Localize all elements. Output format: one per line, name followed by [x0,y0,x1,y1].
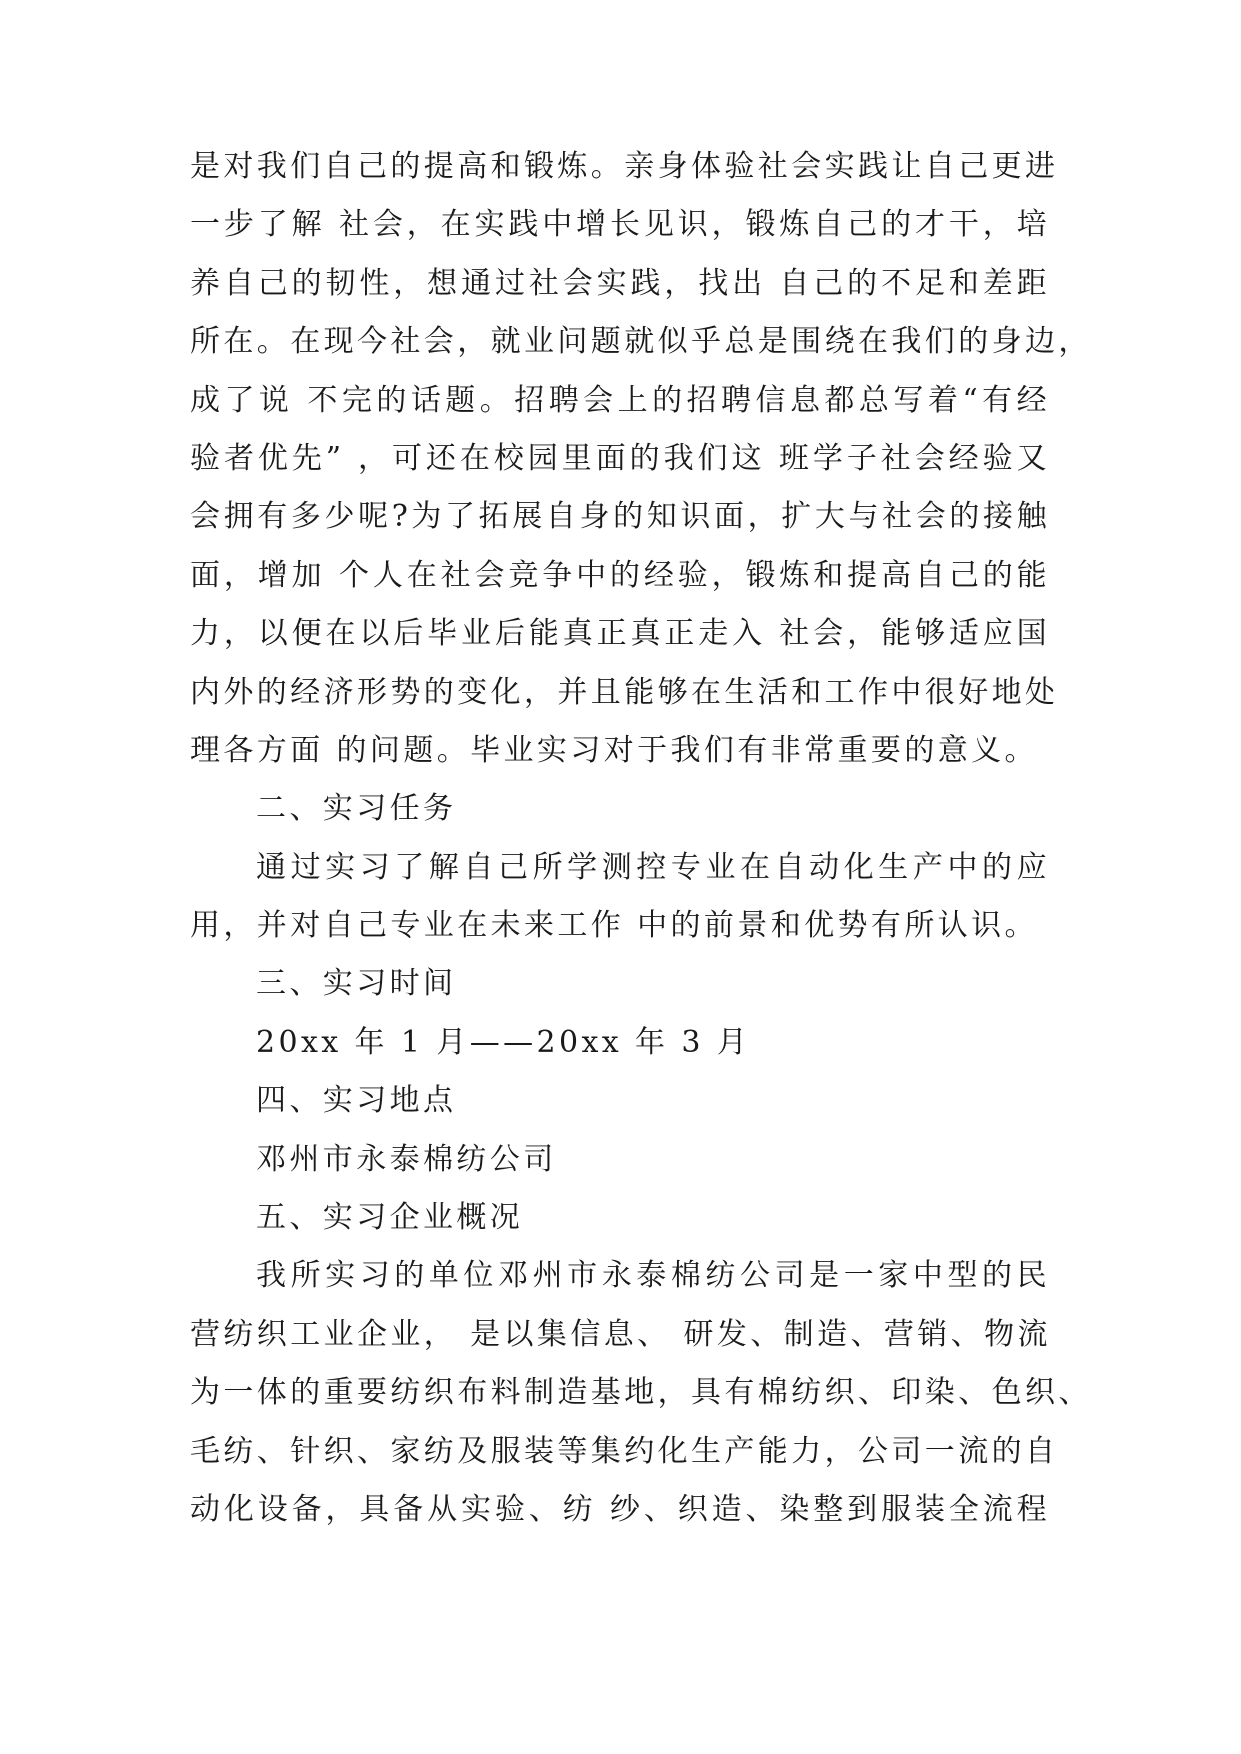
paragraph-line: 是对我们自己的提高和锻炼。亲身体验社会实践让自己更进 [190,149,1059,184]
paragraph-line: 为一体的重要纺织布料制造基地，具有棉纺织、印染、色织、 [190,1375,1092,1411]
paragraph-line: 力，以便在以后毕业后能真正真正走入 社会，能够适应国 [190,616,1050,652]
paragraph-line: 毛纺、针织、家纺及服装等集约化生产能力，公司一流的自 [190,1433,1059,1469]
section-heading-time: 三、实习时间 [256,966,457,1002]
document-body [190,138,1092,1539]
section-heading-location: 四、实习地点 [256,1083,457,1119]
paragraph-line: 理各方面 的问题。毕业实习对于我们有非常重要的意义。 [190,732,1038,768]
section-heading-company: 五、实习企业概况 [256,1200,524,1236]
internship-period: 20xx 年 1 月——20xx 年 3 月 [256,1024,751,1060]
paragraph-line: 验者优先” ，可还在校园里面的我们这 班学子社会经验又 [190,440,1050,476]
paragraph-line: 面，增加 个人在社会竞争中的经验，锻炼和提高自己的能 [190,557,1050,593]
internship-location: 邓州市永泰棉纺公司 [256,1141,557,1177]
paragraph-line: 一步了解 社会，在实践中增长见识，锻炼自己的才干，培 [190,207,1050,243]
paragraph-line: 内外的经济形势的变化，并且能够在生活和工作中很好地处 [190,674,1059,710]
paragraph-line: 用，并对自己专业在未来工作 中的前景和优势有所认识。 [190,908,1038,944]
paragraph-line: 通过实习了解自己所学测控专业在自动化生产中的应 [256,849,1050,885]
paragraph-line: 动化设备，具备从实验、纺 纱、织造、染整到服装全流程 [190,1491,1050,1527]
paragraph-line: 成了说 不完的话题。招聘会上的招聘信息都总写着“有经 [190,382,1050,418]
paragraph-line: 养自己的韧性，想通过社会实践，找出 自己的不足和差距 [190,265,1050,301]
section-heading-tasks: 二、实习任务 [256,791,457,827]
paragraph-line: 营纺织工业企业， 是以集信息、 研发、制造、营销、物流 [190,1316,1051,1352]
paragraph-line: 会拥有多少呢?为了拓展自身的知识面，扩大与社会的接触 [190,499,1050,535]
paragraph-line: 所在。在现今社会，就业问题就似乎总是围绕在我们的身边， [190,324,1092,360]
paragraph-line: 我所实习的单位邓州市永泰棉纺公司是一家中型的民 [256,1258,1050,1294]
